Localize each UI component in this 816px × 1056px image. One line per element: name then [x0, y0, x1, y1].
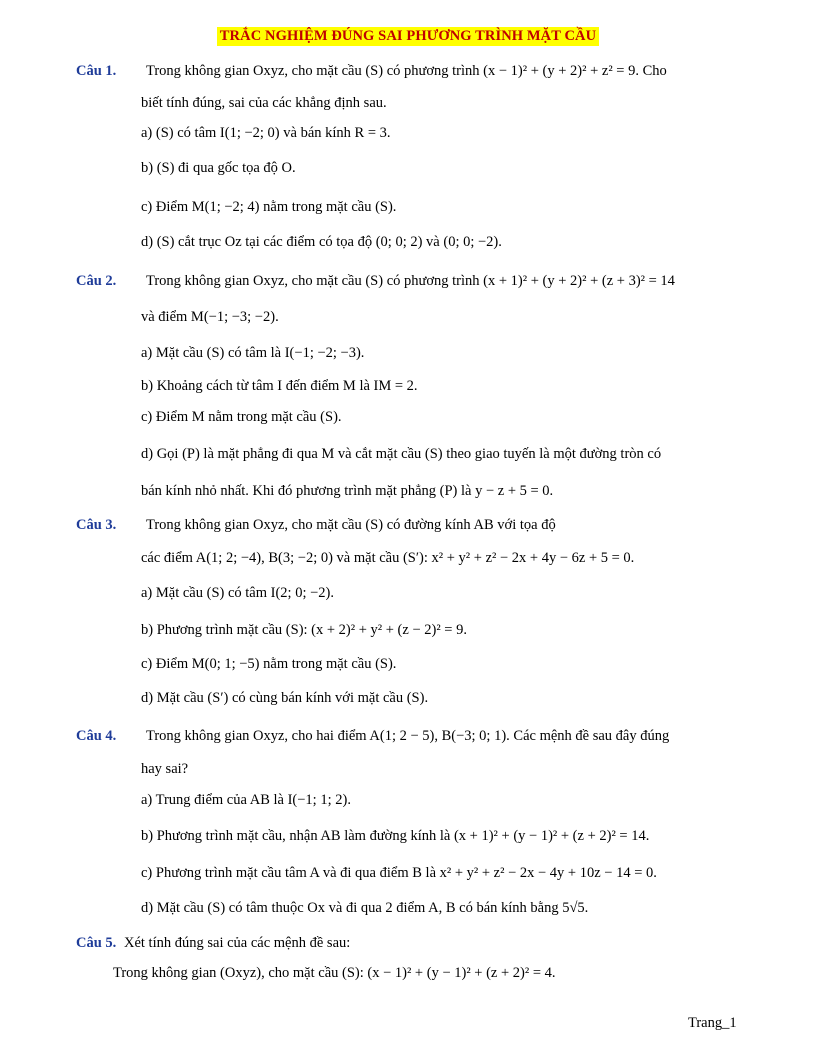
question-4-option-b: b) Phương trình mặt cầu, nhận AB làm đường kính là (x + 1)² + (y − 1)² + (z + 2)² = 14. [141, 828, 650, 844]
question-1-option-b: b) (S) đi qua gốc tọa độ O. [141, 160, 296, 176]
question-3-line-2: các điểm A(1; 2; −4), B(3; −2; 0) và mặt cầu (S′): x² + y² + z² − 2x + 4y − 6z + 5 = 0. [141, 550, 635, 566]
question-4-label: Câu 4. [76, 728, 117, 744]
question-3-option-c: c) Điểm M(0; 1; −5) nằm trong mặt cầu (S). [141, 656, 397, 672]
question-2-option-c: c) Điểm M nằm trong mặt cầu (S). [141, 409, 342, 425]
question-1-label: Câu 1. [76, 63, 117, 79]
question-1-line-1: Trong không gian Oxyz, cho mặt cầu (S) có phương trình (x − 1)² + (y + 2)² + z² = 9. Cho [146, 63, 667, 79]
question-3-label: Câu 3. [76, 517, 117, 533]
question-4-line-2: hay sai? [141, 761, 189, 777]
question-2-label: Câu 2. [76, 273, 117, 289]
question-3-option-a: a) Mặt cầu (S) có tâm I(2; 0; −2). [141, 585, 334, 601]
question-4-line-1: Trong không gian Oxyz, cho hai điểm A(1; 2 − 5), B(−3; 0; 1). Các mệnh đề sau đây đúng [146, 728, 670, 744]
question-5-label: Câu 5. [76, 935, 117, 951]
question-2-option-b: b) Khoảng cách từ tâm I đến điểm M là IM = 2. [141, 378, 418, 394]
question-5-line-2: Trong không gian (Oxyz), cho mặt cầu (S): (x − 1)² + (y − 1)² + (z + 2)² = 4. [113, 965, 556, 981]
question-5-line-1: Xét tính đúng sai của các mệnh đề sau: [124, 935, 351, 951]
question-1-option-d: d) (S) cắt trục Oz tại các điểm có tọa độ (0; 0; 2) và (0; 0; −2). [141, 234, 502, 250]
question-2-line-1: Trong không gian Oxyz, cho mặt cầu (S) có phương trình (x + 1)² + (y + 2)² + (z + 3)² = 14 [146, 273, 675, 289]
question-1-option-c: c) Điểm M(1; −2; 4) nằm trong mặt cầu (S). [141, 199, 397, 215]
question-2-line-2: và điểm M(−1; −3; −2). [141, 309, 279, 325]
page-title: TRẮC NGHIỆM ĐÚNG SAI PHƯƠNG TRÌNH MẶT CẦU [217, 27, 599, 46]
question-4-option-a: a) Trung điểm của AB là I(−1; 1; 2). [141, 792, 351, 808]
question-1-option-a: a) (S) có tâm I(1; −2; 0) và bán kính R = 3. [141, 125, 391, 141]
question-3-line-1: Trong không gian Oxyz, cho mặt cầu (S) có đường kính AB với tọa độ [146, 517, 556, 533]
question-2-option-a: a) Mặt cầu (S) có tâm là I(−1; −2; −3). [141, 345, 365, 361]
question-3-option-b: b) Phương trình mặt cầu (S): (x + 2)² + y² + (z − 2)² = 9. [141, 622, 467, 638]
question-4-option-c: c) Phương trình mặt cầu tâm A và đi qua điểm B là x² + y² + z² − 2x − 4y + 10z − 14 = 0. [141, 865, 657, 881]
question-3-option-d: d) Mặt cầu (S′) có cùng bán kính với mặt cầu (S). [141, 690, 429, 706]
question-2-option-d-line-1: d) Gọi (P) là mặt phẳng đi qua M và cắt mặt cầu (S) theo giao tuyến là một đường tròn có [141, 446, 662, 462]
title-container [0, 27, 816, 46]
page-number: Trang_1 [688, 1015, 737, 1031]
question-2-option-d-line-2: bán kính nhỏ nhất. Khi đó phương trình mặt phẳng (P) là y − z + 5 = 0. [141, 483, 554, 499]
question-4-option-d: d) Mặt cầu (S) có tâm thuộc Ox và đi qua 2 điểm A, B có bán kính bằng 5√5. [141, 900, 589, 916]
question-1-line-2: biết tính đúng, sai của các khẳng định sau. [141, 95, 387, 111]
